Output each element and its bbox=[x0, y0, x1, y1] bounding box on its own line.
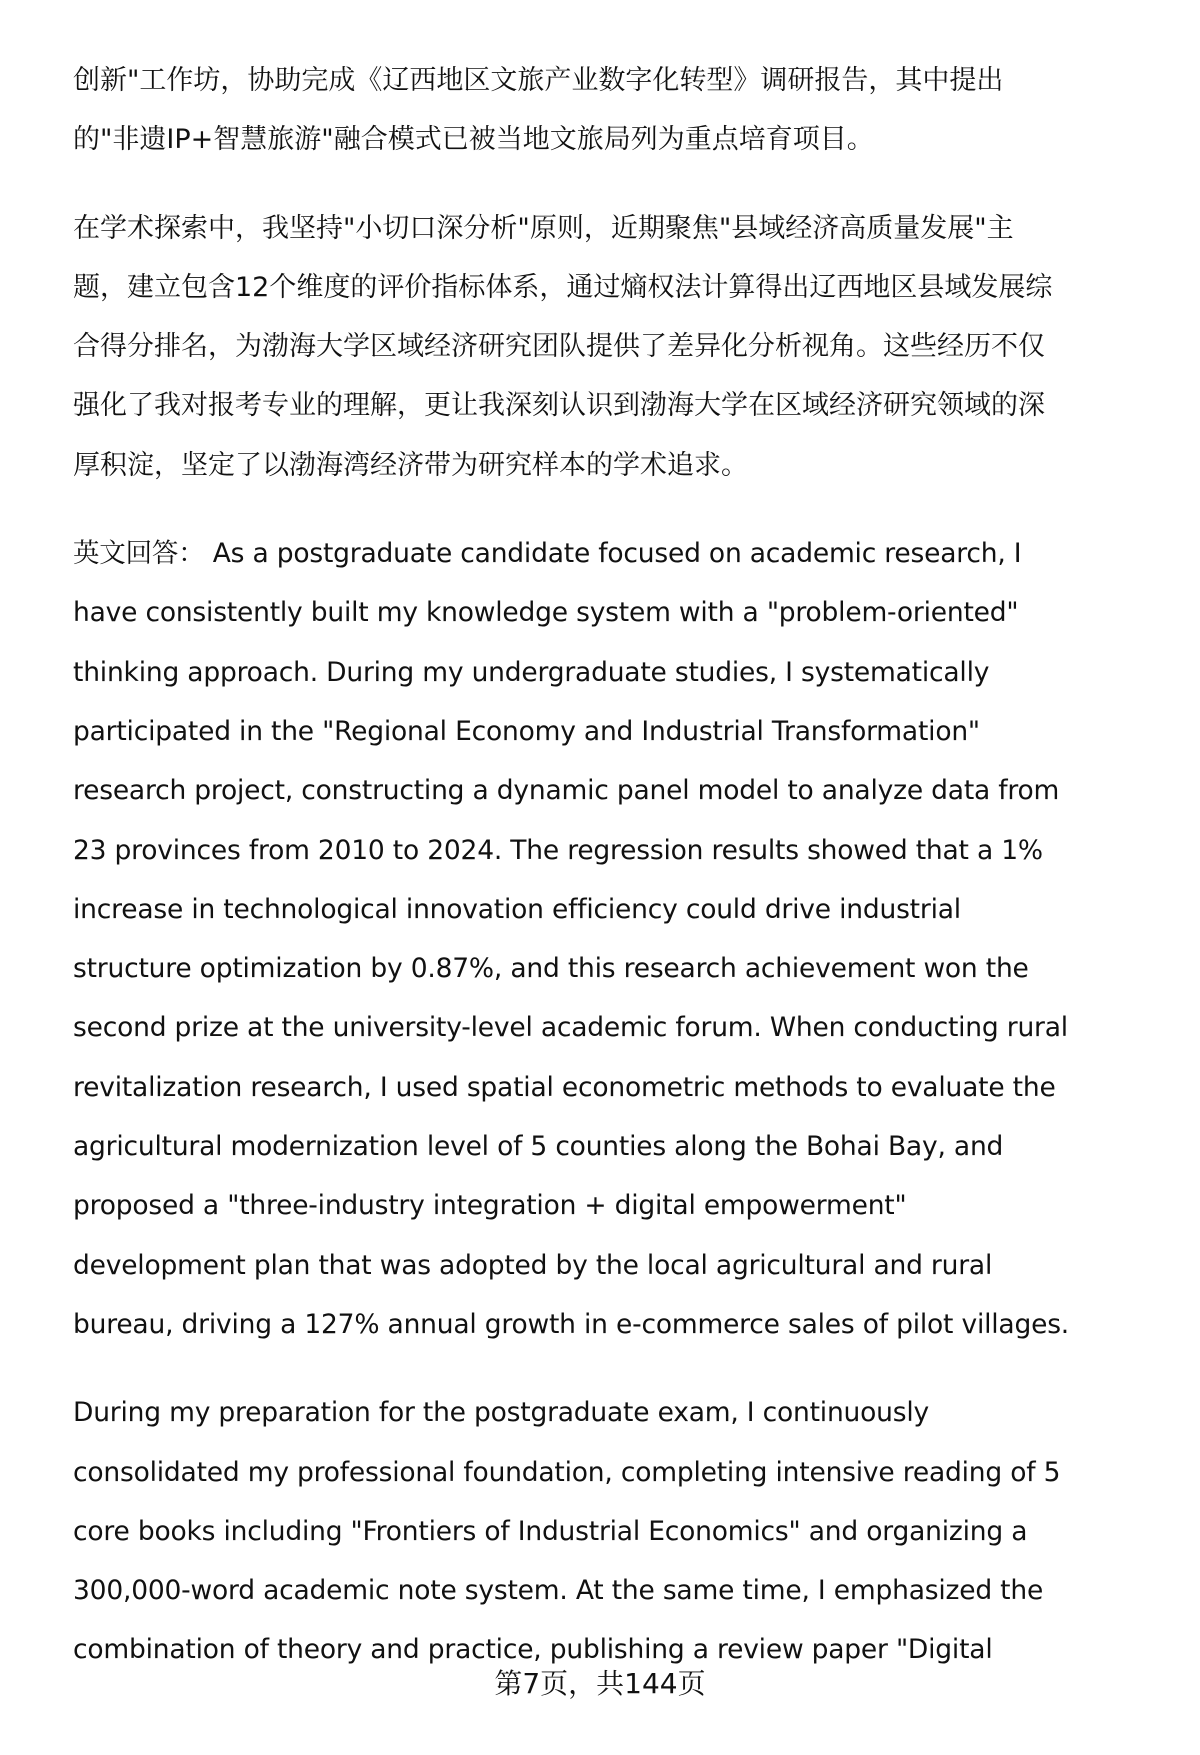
text-line: 的"非遗IP+智慧旅游"融合模式已被当地文旅局列为重点培育项目。 bbox=[73, 124, 874, 156]
text-line: 合得分排名，为渤海大学区域经济研究团队提供了差异化分析视角。这些经历不仅 bbox=[73, 331, 1045, 363]
text-line: proposed a "three-industry integration + digital empowerment" bbox=[73, 1190, 907, 1222]
text-line: thinking approach. During my undergraduate studies, I systematically bbox=[73, 656, 990, 688]
text-line: 题，建立包含12个维度的评价指标体系，通过熵权法计算得出辽西地区县域发展综 bbox=[73, 271, 1053, 303]
text-line: consolidated my professional foundation, completing intensive reading of 5 bbox=[73, 1456, 1061, 1488]
text-line: 英文回答： As a postgraduate candidate focused on academic research, I bbox=[73, 538, 1022, 570]
text-line: development plan that was adopted by the local agricultural and rural bbox=[73, 1249, 993, 1281]
text-line: 23 provinces from 2010 to 2024. The regression results showed that a 1% bbox=[73, 834, 1043, 866]
paragraph bbox=[73, 51, 1183, 170]
text-line: agricultural modernization level of 5 counties along the Bohai Bay, and bbox=[73, 1131, 1004, 1163]
text-line: participated in the "Regional Economy and Industrial Transformation" bbox=[73, 715, 980, 747]
text-line: 强化了我对报考专业的理解，更让我深刻认识到渤海大学在区域经济研究领域的深 bbox=[73, 390, 1045, 422]
text-line: During my preparation for the postgraduate exam, I continuously bbox=[73, 1397, 930, 1429]
text-line: 300,000-word academic note system. At the same time, I emphasized the bbox=[73, 1575, 1044, 1607]
text-line: research project, constructing a dynamic panel model to analyze data from bbox=[73, 775, 1060, 807]
paragraph bbox=[73, 199, 1183, 495]
text-line: revitalization research, I used spatial econometric methods to evaluate the bbox=[73, 1071, 1056, 1103]
text-line: bureau, driving a 127% annual growth in e-commerce sales of pilot villages. bbox=[73, 1308, 1070, 1340]
text-line: increase in technological innovation efficiency could drive industrial bbox=[73, 893, 961, 925]
text-line: core books including "Frontiers of Industrial Economics" and organizing a bbox=[73, 1515, 1028, 1547]
text-line: combination of theory and practice, publishing a review paper "Digital bbox=[73, 1634, 993, 1666]
text-line: 厚积淀，坚定了以渤海湾经济带为研究样本的学术追求。 bbox=[73, 449, 748, 481]
text-line: have consistently built my knowledge system with a "problem-oriented" bbox=[73, 597, 1019, 629]
paragraph bbox=[73, 1383, 1183, 1679]
text-line: 在学术探索中，我坚持"小切口深分析"原则，近期聚焦"县域经济高质量发展"主 bbox=[73, 212, 1014, 244]
page-number: 第7页，共144页 bbox=[494, 1667, 706, 1700]
text-line: second prize at the university-level academic forum. When conducting rural bbox=[73, 1012, 1068, 1044]
text-line: 创新"工作坊，协助完成《辽西地区文旅产业数字化转型》调研报告，其中提出 bbox=[73, 65, 1004, 96]
text-line: structure optimization by 0.87%, and this research achievement won the bbox=[73, 953, 1029, 985]
paragraph bbox=[73, 524, 1183, 1354]
document-body bbox=[73, 51, 1183, 1709]
